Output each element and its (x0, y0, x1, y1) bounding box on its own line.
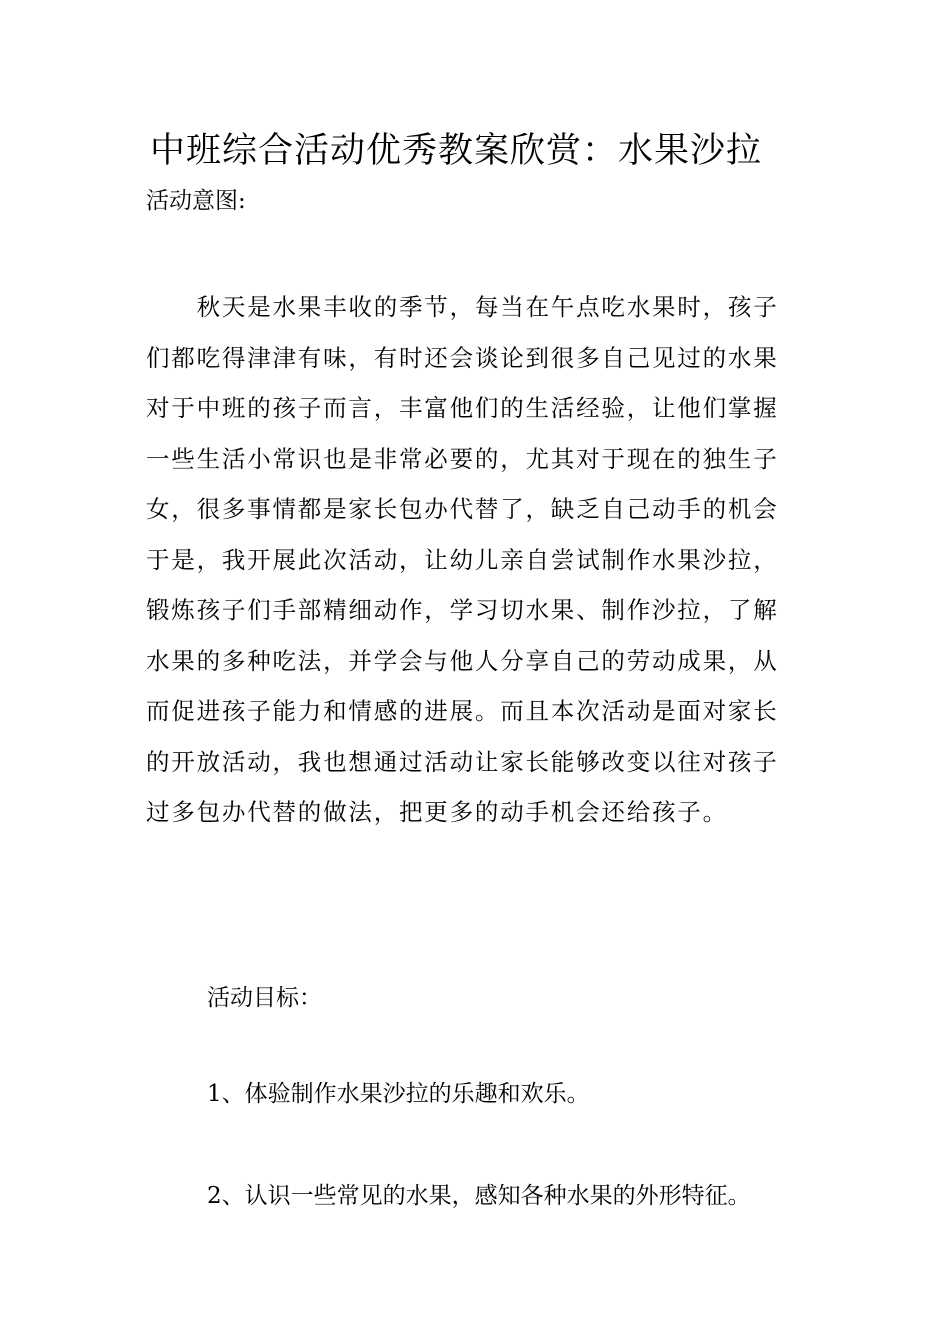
goal-item: 2、认识一些常见的水果，感知各种水果的外形特征。 (207, 1183, 751, 1209)
paragraph-line: 而促进孩子能力和情感的进展。而且本次活动是面对家长 (146, 697, 779, 725)
activity-intent-label: 活动意图: (146, 188, 246, 214)
paragraph-line: 对于中班的孩子而言，丰富他们的生活经验，让他们掌握 (146, 394, 779, 422)
paragraph-line: 锻炼孩子们手部精细动作，学习切水果、制作沙拉，了解 (146, 596, 779, 624)
paragraph-line: 的开放活动，我也想通过活动让家长能够改变以往对孩子 (146, 747, 779, 776)
paragraph-line: 们都吃得津津有味，有时还会谈论到很多自己见过的水果 (146, 343, 779, 372)
goal-item: 1、体验制作水果沙拉的乐趣和欢乐。 (207, 1081, 590, 1107)
paragraph-line: 秋天是水果丰收的季节，每当在午点吃水果时，孩子 (146, 293, 779, 321)
paragraph-line: 水果的多种吃法，并学会与他人分享自己的劳动成果，从 (146, 646, 779, 675)
paragraph-line: 女，很多事情都是家长包办代替了，缺乏自己动手的机会 (146, 495, 779, 523)
paragraph-line: 过多包办代替的做法，把更多的动手机会还给孩子。 (146, 798, 728, 826)
paragraph-line: 于是，我开展此次活动，让幼儿亲自尝试制作水果沙拉， (146, 545, 779, 574)
activity-intent-paragraph (146, 282, 806, 838)
document-title: 中班综合活动优秀教案欣赏：水果沙拉 (150, 131, 763, 171)
paragraph-line: 一些生活小常识也是非常必要的，尤其对于现在的独生子 (146, 444, 779, 473)
activity-goals-label: 活动目标： (207, 985, 322, 1011)
